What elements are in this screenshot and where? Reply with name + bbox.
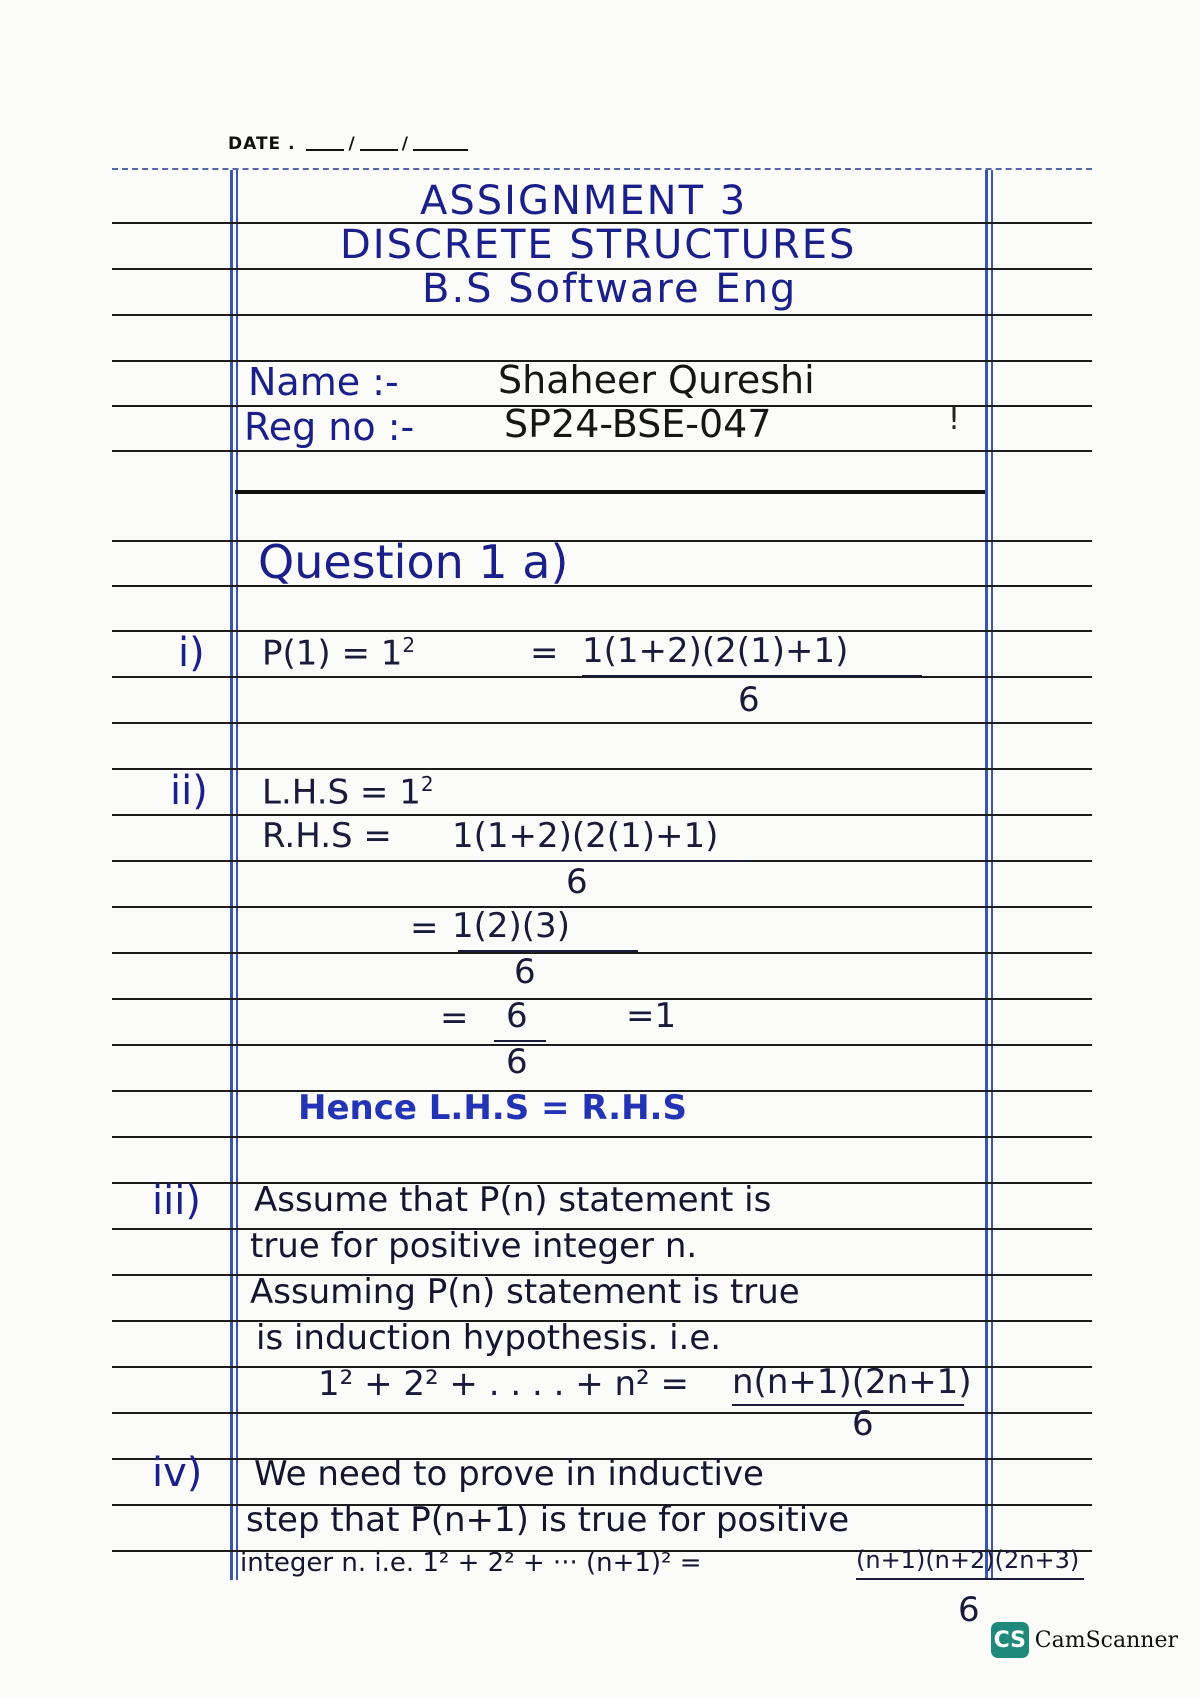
part-iv-line3-prefix: integer n. i.e. 1² + 2² + ··· (n+1)² =: [240, 1548, 702, 1578]
part-i-denominator: 6: [738, 680, 760, 720]
ruled-line: [112, 1136, 1092, 1138]
part-ii-label: ii): [170, 768, 208, 814]
date-separator: /: [401, 134, 409, 154]
date-blank: [306, 149, 344, 151]
part-iii-sum-denominator: 6: [852, 1404, 874, 1444]
part-i-fraction-bar: [582, 675, 922, 677]
stray-mark: !: [948, 402, 961, 437]
camscanner-name: CamScanner: [1034, 1627, 1178, 1653]
part-ii-step3-denominator: 6: [506, 1042, 528, 1082]
top-dashed-rule: [112, 168, 1092, 170]
part-ii-lhs-exponent: 2: [420, 772, 434, 796]
part-ii-step3-equals: =: [440, 998, 469, 1038]
part-iii-line4: is induction hypothesis. i.e.: [256, 1318, 722, 1358]
part-ii-step2-numerator: 1(2)(3): [452, 906, 570, 946]
date-separator: /: [348, 134, 356, 154]
part-iii-sum-lhs: 1² + 2² + . . . . + n² =: [318, 1364, 689, 1404]
ruled-line: [112, 998, 1092, 1000]
part-iv-line1: We need to prove in inductive: [254, 1454, 764, 1494]
reg-label: Reg no :-: [244, 405, 415, 449]
part-ii-step2-fraction-bar: [458, 950, 638, 952]
date-blank: [413, 149, 468, 151]
part-iii-line2: true for positive integer n.: [250, 1226, 698, 1266]
question-heading: Question 1 a): [258, 535, 569, 589]
right-margin-line: [985, 170, 988, 1580]
ruled-line: [112, 1412, 1092, 1414]
camscanner-logo-icon: CS: [991, 1622, 1029, 1658]
ruled-line: [112, 1044, 1092, 1046]
part-ii-step3-result: =1: [626, 996, 677, 1036]
part-iii-line1: Assume that P(n) statement is: [254, 1180, 772, 1220]
part-ii-lhs-text: L.H.S = 1: [262, 772, 421, 813]
part-ii-rhs-fraction-bar: [478, 860, 748, 862]
part-iv-line3-numerator: (n+1)(n+2)(2n+3): [856, 1546, 1080, 1574]
camscanner-watermark: [991, 1622, 1178, 1658]
part-iii-label: iii): [152, 1178, 201, 1224]
ruled-line: [112, 450, 1092, 452]
part-ii-lhs: [262, 772, 434, 812]
part-ii-step2-equals: =: [410, 908, 439, 948]
ruled-line: [112, 314, 1092, 316]
part-i-numerator: 1(1+2)(2(1)+1): [582, 631, 849, 671]
part-ii-rhs-prefix: R.H.S =: [262, 816, 392, 856]
part-i-exponent: 2: [402, 633, 416, 657]
part-ii-step2-denominator: 6: [514, 952, 536, 992]
date-field: [228, 134, 472, 154]
course-title: DISCRETE STRUCTURES: [340, 222, 857, 268]
ruled-line: [112, 768, 1092, 770]
assignment-title: ASSIGNMENT 3: [420, 178, 748, 224]
ruled-line: [112, 722, 1092, 724]
part-iv-line3-fraction-bar: [856, 1578, 1084, 1580]
part-iv-label: iv): [152, 1450, 203, 1496]
date-label: DATE .: [228, 134, 296, 154]
section-divider: [235, 490, 985, 494]
program-title: B.S Software Eng: [422, 266, 798, 312]
name-label: Name :-: [248, 360, 399, 404]
part-ii-rhs-denominator: 6: [566, 862, 588, 902]
reg-value: SP24-BSE-047: [504, 402, 772, 446]
part-ii-step3-numerator: 6: [506, 996, 528, 1036]
part-iii-line3: Assuming P(n) statement is true: [250, 1272, 800, 1312]
part-ii-rhs-numerator: 1(1+2)(2(1)+1): [452, 816, 719, 856]
part-i-lhs: [262, 633, 415, 673]
part-i-equals: =: [530, 633, 559, 673]
part-iii-sum-fraction-bar: [732, 1404, 964, 1406]
part-iii-sum-numerator: n(n+1)(2n+1): [732, 1362, 972, 1402]
date-blank: [360, 149, 398, 151]
part-iv-line2: step that P(n+1) is true for positive: [246, 1500, 850, 1540]
part-i-label: i): [178, 630, 205, 676]
ruled-line: [112, 952, 1092, 954]
part-ii-conclusion: Hence L.H.S = R.H.S: [298, 1088, 687, 1128]
part-iv-line3-denominator: 6: [958, 1590, 980, 1630]
part-i-lhs-text: P(1) = 1: [262, 633, 403, 674]
left-margin-line: [230, 170, 233, 1580]
name-value: Shaheer Qureshi: [498, 358, 815, 402]
right-margin-line-inner: [991, 170, 993, 1580]
left-margin-line-inner: [236, 170, 238, 1580]
ruled-line: [112, 906, 1092, 908]
